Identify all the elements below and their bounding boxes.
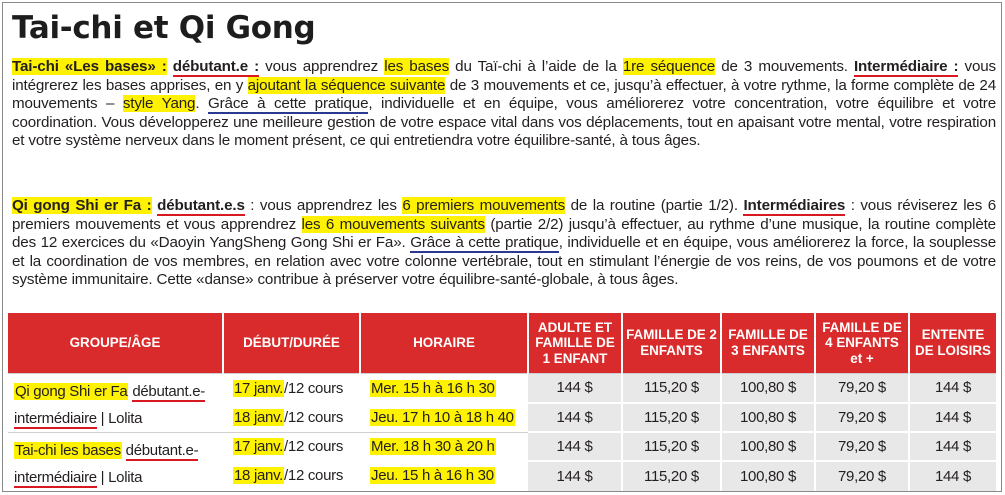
text-fragment: , individuelle et en équipe, vous améliorerez votre concentration, votre équilibre et votre coordination. Vous développerez une meilleure gestion de votre espace vital dans vos déplacements, tout en apaisant votre mental, votre respiration et votre système nerveux dans le moment présent, ce qui entretiendra votre équilibre-santé, à tous âges. <box>12 95 997 150</box>
text-fragment: . <box>195 95 208 113</box>
price-family-3: 100,80 $ <box>721 373 815 403</box>
schedule-time: Mer. 18 h 30 à 20 h <box>371 438 495 456</box>
duration: /12 cours <box>284 408 344 426</box>
start-date: 18 janv. <box>234 467 284 485</box>
price-family-2: 115,20 $ <box>622 373 721 403</box>
price-entente: 144 $ <box>909 461 996 490</box>
header-family-3: FAMILLE DE 3 ENFANTS <box>721 313 815 373</box>
taichi-level-beginner: débutant.e : <box>172 58 260 75</box>
schedule-cell <box>360 373 528 403</box>
highlight-next-movements: les 6 mouvements suivants <box>301 215 485 233</box>
text-fragment: de la routine (partie 1/2). <box>565 197 744 214</box>
price-adult: 144 $ <box>528 432 622 461</box>
group-level: débutant.e- <box>132 382 205 400</box>
taichi-name: Tai-chi «Les bases» : <box>12 58 167 75</box>
start-cell <box>223 403 360 433</box>
group-level: intermédiaire <box>14 468 97 486</box>
price-family-4: 79,20 $ <box>815 373 909 403</box>
text-fragment: : vous réviserez les 6 premiers mouvements et vous apprendrez <box>12 197 997 233</box>
duration: /12 cours <box>284 438 344 456</box>
group-level: débutant.e- <box>125 441 199 459</box>
group-teacher: | Lolita <box>96 468 143 486</box>
schedule-table <box>8 313 996 491</box>
qigong-description <box>12 197 996 290</box>
price-family-3: 100,80 $ <box>721 461 815 490</box>
text-fragment: de 3 mouvements et ce, jusqu’à effectuer, à votre rythme, la forme complète de 24 mouvements – <box>12 76 996 113</box>
price-entente: 144 $ <box>909 432 996 461</box>
taichi-description <box>12 58 996 151</box>
highlight-next-sequence: ajoutant la séquence suivante <box>247 76 446 94</box>
text-fragment: de 3 mouvements. <box>715 58 854 75</box>
group-name: Qi gong Shi er Fa <box>15 382 128 400</box>
price-family-3: 100,80 $ <box>721 403 815 433</box>
qigong-level-beginner: débutant.e.s <box>157 197 245 214</box>
price-family-4: 79,20 $ <box>815 432 909 461</box>
text-fragment: vous intégrerez les bases apprises, en y <box>12 58 996 94</box>
header-family-2: FAMILLE DE 2 ENFANTS <box>622 313 721 373</box>
price-family-2: 115,20 $ <box>622 403 721 433</box>
page-title: Tai-chi et Qi Gong <box>12 10 316 46</box>
table-row <box>8 373 996 403</box>
price-family-2: 115,20 $ <box>622 461 721 490</box>
start-date: 18 janv. <box>234 408 284 426</box>
price-family-2: 115,20 $ <box>622 432 721 461</box>
price-adult: 144 $ <box>528 403 622 433</box>
group-name: Tai-chi les bases <box>15 441 121 459</box>
taichi-level-intermediate: Intermédiaire : <box>853 58 959 75</box>
start-date: 17 janv. <box>234 379 284 397</box>
price-entente: 144 $ <box>909 403 996 433</box>
group-cell-qigong <box>8 373 223 432</box>
text-fragment: , individuelle et en équipe, vous améliorerez la force, la souplesse et la coordination de vos membres, en relation avec votre colonne vertébrale, tout en stimulant l’énergie de vos reins, de vos poumons et de votre système immunitaire. Cette «danse» contribue à préserver votre équilibre-santé-globale, à tous âges. <box>12 234 996 289</box>
header-start: DÉBUT/DURÉE <box>223 313 360 373</box>
price-adult: 144 $ <box>528 373 622 403</box>
group-cell-taichi <box>8 432 223 491</box>
header-schedule: HORAIRE <box>360 313 528 373</box>
group-level: intermédiaire <box>14 409 97 427</box>
group-teacher: | Lolita <box>96 409 143 427</box>
qigong-name: Qi gong Shi er Fa : <box>12 197 152 214</box>
header-family-4: FAMILLE DE 4 ENFANTS et + <box>815 313 909 373</box>
highlight-bases: les bases <box>384 58 450 75</box>
duration: /12 cours <box>284 467 344 485</box>
text-fragment: : vous apprendrez les <box>244 197 403 214</box>
schedule-time: Jeu. 15 h à 16 h 30 <box>371 467 494 485</box>
schedule-cell <box>360 403 528 433</box>
underline-practice: Grâce à cette pratique <box>410 234 559 252</box>
text-fragment: (partie 2/2) jusqu’à effectuer, au rythme d’une musique, la routine complète des 12 exercices du «Daoyin YangSheng Gong Shi er Fa». <box>12 215 996 252</box>
start-cell <box>223 461 360 490</box>
highlight-first-sequence: 1re séquence <box>622 58 716 75</box>
schedule-cell <box>360 461 528 490</box>
schedule-cell <box>360 432 528 461</box>
highlight-first-movements: 6 premiers mouvements <box>402 197 566 214</box>
underline-practice: Grâce à cette pratique <box>207 95 369 113</box>
price-family-4: 79,20 $ <box>815 403 909 433</box>
price-family-3: 100,80 $ <box>721 432 815 461</box>
highlight-style-yang: style Yang <box>122 95 196 113</box>
header-adult: ADULTE ET FAMILLE DE 1 ENFANT <box>528 313 622 373</box>
schedule-time: Mer. 15 h à 16 h 30 <box>371 379 495 397</box>
start-cell <box>223 373 360 403</box>
price-entente: 144 $ <box>909 373 996 403</box>
start-cell <box>223 432 360 461</box>
header-entente: ENTENTE DE LOISIRS <box>909 313 996 373</box>
price-family-4: 79,20 $ <box>815 461 909 490</box>
text-fragment: vous apprendrez <box>259 58 385 75</box>
table-header-row <box>8 313 996 373</box>
table-row <box>8 432 996 461</box>
text-fragment: du Taï-chi à l’aide de la <box>449 58 623 75</box>
header-group: GROUPE/ÂGE <box>8 313 223 373</box>
schedule-time: Jeu. 17 h 10 à 18 h 40 <box>371 408 514 426</box>
price-adult: 144 $ <box>528 461 622 490</box>
start-date: 17 janv. <box>234 438 284 456</box>
qigong-level-intermediate: Intermédiaires <box>743 197 846 214</box>
duration: /12 cours <box>284 379 344 397</box>
